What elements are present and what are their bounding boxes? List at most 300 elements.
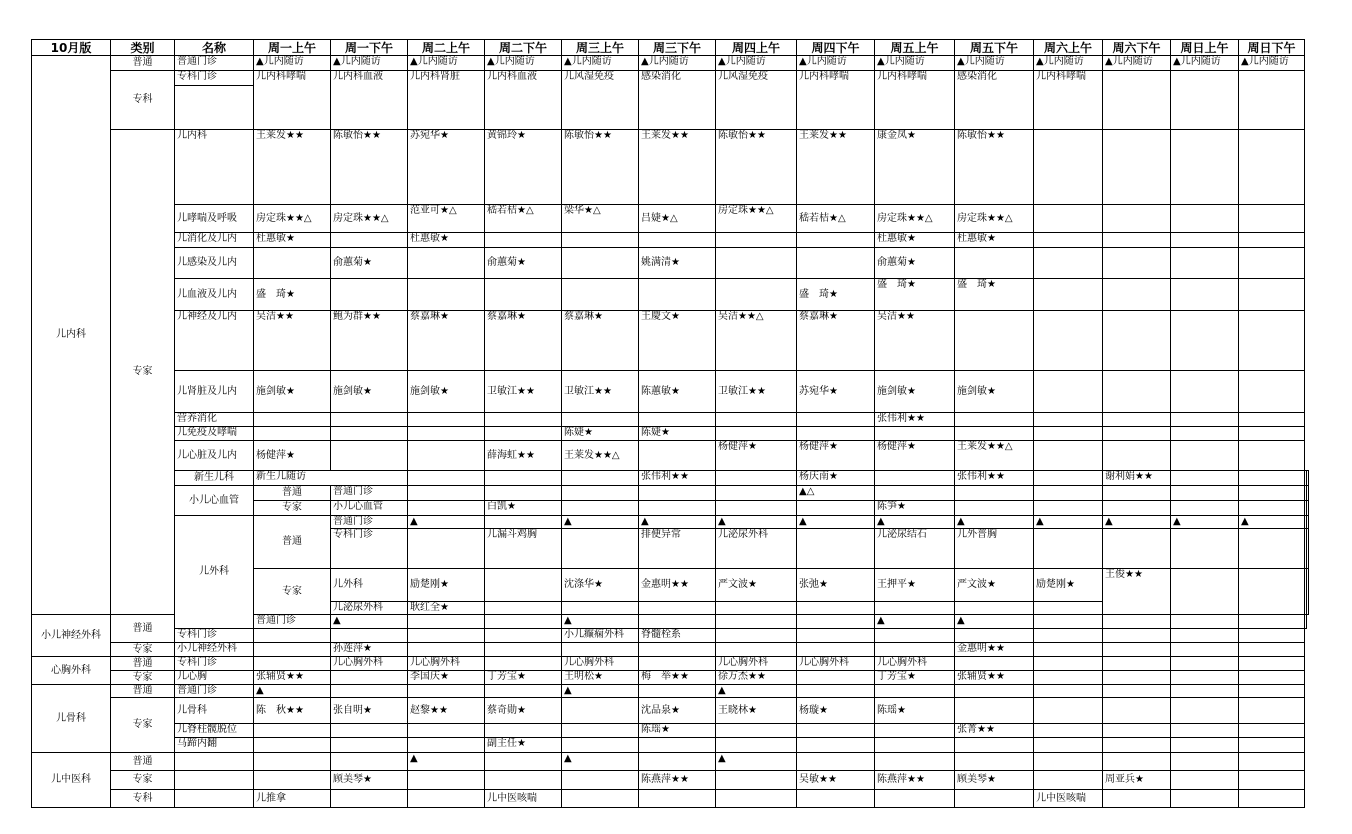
table-cell — [254, 738, 331, 753]
table-cell — [716, 413, 797, 427]
table-cell: 儿内科哮喘 — [797, 71, 875, 130]
column-header: 周二下午 — [485, 40, 562, 56]
table-cell — [331, 441, 408, 471]
table-cell — [331, 233, 408, 248]
table-body — [32, 56, 1309, 808]
table-cell — [408, 643, 485, 657]
table-cell: 卫敏江★★ — [562, 371, 639, 413]
table-cell — [955, 248, 1034, 279]
table-cell — [955, 629, 1034, 643]
table-cell — [1103, 657, 1171, 671]
table-cell: ▲ — [875, 615, 955, 629]
table-cell — [716, 248, 797, 279]
table-cell — [175, 790, 254, 808]
table-cell — [331, 629, 408, 643]
table-cell — [1239, 657, 1305, 671]
table-cell — [875, 471, 955, 486]
column-header: 周六下午 — [1103, 40, 1171, 56]
table-cell: 王俊★★ — [1103, 569, 1171, 615]
table-cell — [716, 643, 797, 657]
table-cell: 儿血液及儿内 — [175, 279, 254, 311]
table-cell — [1034, 615, 1103, 629]
table-cell: 感染消化 — [955, 71, 1034, 130]
table-cell — [562, 771, 639, 790]
table-cell — [1239, 790, 1305, 808]
table-cell: 普通 — [111, 753, 175, 771]
table-cell: 嵇若桔★△ — [485, 205, 562, 233]
table-cell: 陈敏怡★★ — [562, 130, 639, 205]
table-cell — [1034, 205, 1103, 233]
table-cell — [1034, 371, 1103, 413]
table-cell — [639, 486, 716, 501]
table-cell — [1239, 771, 1305, 790]
table-cell: 普通门诊 — [254, 615, 331, 629]
table-cell — [1171, 427, 1239, 441]
table-cell: 蔡奇勋★ — [485, 698, 562, 724]
table-cell: 房定珠★★△ — [716, 205, 797, 233]
table-cell: ▲ — [955, 615, 1034, 629]
table-cell: 严文波★ — [955, 569, 1034, 602]
table-cell: 吕婕★△ — [639, 205, 716, 233]
table-cell: 王晓林★ — [716, 698, 797, 724]
table-cell — [562, 698, 639, 724]
table-cell — [562, 233, 639, 248]
clinic-schedule-table — [31, 39, 1309, 808]
table-cell: 儿神经及儿内 — [175, 311, 254, 371]
table-cell — [331, 279, 408, 311]
table-cell: 王押平★ — [875, 569, 955, 602]
table-cell — [1171, 71, 1239, 130]
table-cell: 专科 — [111, 71, 175, 130]
table-cell — [1103, 205, 1171, 233]
table-cell — [1103, 441, 1171, 471]
table-cell: 专科 — [111, 790, 175, 808]
table-cell: 房定珠★★△ — [331, 205, 408, 233]
table-cell — [955, 427, 1034, 441]
table-cell: 陈燕萍★★ — [639, 771, 716, 790]
table-cell: 普通 — [254, 516, 331, 569]
table-cell — [1171, 790, 1239, 808]
table-cell — [639, 790, 716, 808]
table-cell — [408, 724, 485, 738]
table-cell — [485, 602, 562, 615]
table-cell: 吴敏★★ — [797, 771, 875, 790]
column-header: 周四上午 — [716, 40, 797, 56]
table-cell — [1239, 501, 1305, 516]
table-cell: 儿骨科 — [32, 685, 111, 753]
table-cell: 儿内科哮喘 — [875, 71, 955, 130]
table-cell: 励楚刚★ — [1034, 569, 1103, 602]
table-cell: 儿心胸外科 — [716, 657, 797, 671]
table-cell: 盛 琦★ — [797, 279, 875, 311]
table-cell: ▲儿内随访 — [485, 56, 562, 71]
table-cell: 盛 琦★ — [955, 279, 1034, 311]
table-cell — [1034, 643, 1103, 657]
table-cell: 吴洁★★ — [875, 311, 955, 371]
table-cell: 儿内科血液 — [485, 71, 562, 130]
table-cell: 儿消化及儿内 — [175, 233, 254, 248]
table-cell — [175, 86, 254, 130]
table-row — [32, 130, 1309, 145]
table-cell: 王莱发★★ — [797, 130, 875, 205]
table-cell — [408, 427, 485, 441]
table-cell — [1171, 698, 1239, 724]
table-cell — [408, 248, 485, 279]
table-cell — [1034, 441, 1103, 471]
table-cell — [408, 685, 485, 698]
table-cell — [716, 615, 797, 629]
table-cell — [562, 248, 639, 279]
table-cell — [1103, 71, 1171, 130]
table-cell: 普通 — [111, 657, 175, 671]
table-cell: 专科门诊 — [175, 71, 254, 86]
table-cell: ▲△ — [797, 486, 875, 501]
table-cell: 专家 — [111, 643, 175, 657]
table-cell — [639, 602, 716, 615]
table-cell: 周亚兵★ — [1103, 771, 1171, 790]
table-cell — [1034, 671, 1103, 685]
table-cell: 严文波★ — [716, 569, 797, 602]
table-cell — [875, 724, 955, 738]
table-cell — [1034, 233, 1103, 248]
table-cell: ▲儿内随访 — [1239, 56, 1305, 71]
table-row — [32, 248, 1309, 279]
table-cell — [1034, 685, 1103, 698]
table-cell — [797, 602, 875, 615]
table-cell: 俞蕙菊★ — [331, 248, 408, 279]
table-cell — [254, 643, 331, 657]
table-cell: 沈品泉★ — [639, 698, 716, 724]
table-cell: 专家 — [111, 771, 175, 790]
table-cell: 儿心胸 — [175, 671, 254, 685]
table-cell: 普通 — [254, 486, 331, 501]
table-cell — [955, 790, 1034, 808]
table-cell — [254, 657, 331, 671]
table-cell: 顾美琴★ — [331, 771, 408, 790]
table-cell: 杨璇★ — [797, 698, 875, 724]
table-cell — [485, 569, 562, 602]
table-cell — [485, 413, 562, 427]
table-cell — [408, 279, 485, 311]
table-cell: ▲儿内随访 — [562, 56, 639, 71]
table-cell: 王明松★ — [562, 671, 639, 685]
table-cell: 孙莲萍★ — [331, 643, 408, 657]
table-cell: 卫敏江★★ — [485, 371, 562, 413]
table-cell — [1171, 657, 1239, 671]
table-cell: ▲ — [716, 753, 797, 771]
table-cell — [1171, 753, 1239, 771]
table-cell: ▲ — [1103, 516, 1171, 529]
table-cell — [875, 629, 955, 643]
table-cell — [797, 753, 875, 771]
table-cell: ▲ — [1239, 516, 1305, 529]
table-cell: 儿骨科 — [175, 698, 254, 724]
table-cell — [408, 771, 485, 790]
table-cell: 俞蕙菊★ — [485, 248, 562, 279]
table-cell — [485, 629, 562, 643]
table-cell — [1034, 529, 1103, 569]
table-cell: 儿内科哮喘 — [254, 71, 331, 130]
column-header: 周日下午 — [1239, 40, 1305, 56]
table-cell — [485, 471, 562, 486]
column-header: 类别 — [111, 40, 175, 56]
table-cell — [254, 427, 331, 441]
table-cell — [485, 657, 562, 671]
table-row — [32, 279, 1309, 311]
table-cell — [408, 471, 485, 486]
table-cell — [875, 753, 955, 771]
table-cell: 普通 — [111, 685, 175, 698]
table-cell — [875, 486, 955, 501]
table-cell — [1171, 486, 1239, 501]
table-cell — [797, 790, 875, 808]
table-cell: 儿心脏及儿内 — [175, 441, 254, 471]
table-cell — [639, 753, 716, 771]
table-cell: 陈 秋★★ — [254, 698, 331, 724]
table-cell — [1034, 311, 1103, 371]
table-cell — [1171, 311, 1239, 371]
table-cell — [1171, 569, 1239, 615]
table-row — [32, 311, 1309, 371]
table-cell — [955, 685, 1034, 698]
table-cell — [1103, 311, 1171, 371]
table-cell — [1239, 529, 1305, 569]
table-cell — [875, 427, 955, 441]
table-cell — [1239, 205, 1305, 233]
table-cell: 儿内科哮喘 — [1034, 71, 1103, 130]
table-cell — [797, 248, 875, 279]
table-cell — [1034, 602, 1103, 615]
table-cell — [1307, 569, 1309, 615]
table-cell: 儿漏斗鸡胸 — [485, 529, 562, 569]
table-cell: 儿中医咳喘 — [485, 790, 562, 808]
table-cell: ▲儿内随访 — [797, 56, 875, 71]
table-cell: 杨健萍★ — [797, 441, 875, 471]
table-cell — [716, 771, 797, 790]
table-cell — [1103, 371, 1171, 413]
table-cell: 沈涤华★ — [562, 569, 639, 602]
table-cell: 儿中医科 — [32, 753, 111, 808]
table-cell — [562, 279, 639, 311]
table-cell: 儿泌尿结石 — [875, 529, 955, 569]
table-cell — [1103, 643, 1171, 657]
table-cell: 张伟利★★ — [639, 471, 716, 486]
table-cell: 王慶文★ — [639, 311, 716, 371]
table-cell: ▲ — [797, 516, 875, 529]
table-cell — [408, 615, 485, 629]
table-cell: 杨庆南★ — [797, 471, 875, 486]
table-row — [32, 516, 1309, 529]
table-cell — [1239, 724, 1305, 738]
table-cell — [562, 529, 639, 569]
table-cell — [955, 501, 1034, 516]
table-cell: 小儿心血管 — [175, 486, 254, 516]
table-cell — [331, 738, 408, 753]
table-cell — [254, 771, 331, 790]
table-cell: 张菁★★ — [955, 724, 1034, 738]
table-cell — [797, 685, 875, 698]
table-cell: 王莱发★★ — [254, 130, 331, 205]
table-cell: 小儿神经外科 — [175, 643, 254, 657]
table-cell — [1171, 233, 1239, 248]
table-cell: 王莱发★★△ — [562, 441, 639, 471]
table-cell — [1171, 643, 1239, 657]
table-cell: 专家 — [254, 569, 331, 615]
table-cell: 专科门诊 — [331, 529, 408, 569]
column-header: 周二上午 — [408, 40, 485, 56]
table-cell: ▲儿内随访 — [639, 56, 716, 71]
table-cell — [1171, 529, 1239, 569]
table-cell — [1034, 629, 1103, 643]
table-cell — [1171, 501, 1239, 516]
table-cell — [1103, 685, 1171, 698]
table-cell: ▲ — [716, 516, 797, 529]
table-cell — [254, 629, 331, 643]
table-cell: 儿肾脏及儿内 — [175, 371, 254, 413]
table-cell: 儿哮喘及呼吸 — [175, 205, 254, 233]
table-cell: 蔡嘉琳★ — [408, 311, 485, 371]
table-cell — [797, 643, 875, 657]
table-cell — [875, 685, 955, 698]
table-cell: 盛 琦★ — [254, 279, 331, 311]
table-cell: ▲ — [716, 685, 797, 698]
table-cell — [485, 279, 562, 311]
column-header: 周三下午 — [639, 40, 716, 56]
table-cell: ▲ — [408, 516, 485, 529]
table-cell — [1103, 724, 1171, 738]
table-cell — [1034, 130, 1103, 205]
table-cell: 赵黎★★ — [408, 698, 485, 724]
table-cell — [485, 233, 562, 248]
column-header: 周一下午 — [331, 40, 408, 56]
table-cell — [485, 753, 562, 771]
table-cell — [1239, 279, 1305, 311]
table-cell: 蔡嘉琳★ — [485, 311, 562, 371]
table-cell — [408, 413, 485, 427]
table-cell — [955, 753, 1034, 771]
table-cell — [639, 279, 716, 311]
table-cell — [1034, 657, 1103, 671]
table-cell — [1034, 471, 1103, 486]
table-cell: ▲ — [875, 516, 955, 529]
table-cell — [716, 501, 797, 516]
table-cell: 王莱发★★ — [639, 130, 716, 205]
table-cell: 感染消化 — [639, 71, 716, 130]
table-cell — [716, 233, 797, 248]
table-cell: 普通门诊 — [331, 516, 408, 529]
table-row — [32, 790, 1309, 808]
table-cell — [1103, 413, 1171, 427]
table-cell — [1034, 248, 1103, 279]
table-cell: 陈瑶★ — [639, 724, 716, 738]
table-cell: 张伟利★★ — [955, 471, 1034, 486]
table-cell: ▲ — [639, 516, 716, 529]
table-cell: 陈婕★ — [562, 427, 639, 441]
table-cell: 陈蕙敏★ — [639, 371, 716, 413]
table-cell — [1103, 501, 1171, 516]
table-cell: ▲儿内随访 — [1103, 56, 1171, 71]
table-cell: 陈敏怡★★ — [716, 130, 797, 205]
table-cell — [1307, 529, 1309, 569]
table-cell — [1103, 738, 1171, 753]
table-cell — [254, 753, 331, 771]
table-cell — [562, 602, 639, 615]
table-cell — [639, 615, 716, 629]
table-row — [32, 441, 1309, 471]
table-cell: ▲儿内随访 — [1171, 56, 1239, 71]
table-cell — [716, 724, 797, 738]
table-row — [32, 698, 1309, 724]
table-cell — [1171, 441, 1239, 471]
table-cell — [1239, 615, 1305, 629]
table-cell: 金惠明★★ — [955, 643, 1034, 657]
table-cell: 专科门诊 — [175, 629, 254, 643]
table-cell: ▲儿内随访 — [331, 56, 408, 71]
table-cell: 普通门诊 — [331, 486, 408, 501]
table-cell: ▲ — [562, 516, 639, 529]
table-row — [32, 671, 1309, 685]
table-cell — [254, 248, 331, 279]
table-cell: 儿心胸外科 — [331, 657, 408, 671]
table-cell: 吴洁★★△ — [716, 311, 797, 371]
table-cell: ▲ — [562, 753, 639, 771]
table-cell — [1034, 771, 1103, 790]
table-cell — [1034, 724, 1103, 738]
table-cell — [1307, 486, 1309, 501]
table-cell: ▲儿内随访 — [875, 56, 955, 71]
table-cell — [408, 738, 485, 753]
table-cell — [1103, 233, 1171, 248]
table-cell: ▲ — [955, 516, 1034, 529]
table-cell: 王莱发★★△ — [955, 441, 1034, 471]
table-cell — [331, 724, 408, 738]
table-cell — [1239, 569, 1305, 615]
table-row — [32, 724, 1309, 738]
table-cell: 杜惠敏★ — [254, 233, 331, 248]
table-cell: 副主任★ — [485, 738, 562, 753]
table-row — [32, 427, 1309, 441]
table-cell: 张辅贤★★ — [254, 671, 331, 685]
table-cell — [485, 516, 562, 529]
table-cell: 杨健萍★ — [254, 441, 331, 471]
table-cell — [955, 311, 1034, 371]
column-header: 周一上午 — [254, 40, 331, 56]
table-cell — [1103, 790, 1171, 808]
table-cell: 施剑敏★ — [875, 371, 955, 413]
column-header: 周三上午 — [562, 40, 639, 56]
table-cell — [797, 671, 875, 685]
table-cell — [485, 685, 562, 698]
table-cell: 蔡嘉琳★ — [797, 311, 875, 371]
table-cell — [1103, 629, 1171, 643]
table-cell — [797, 738, 875, 753]
table-cell: 卫敏江★★ — [716, 371, 797, 413]
table-cell: 顾美琴★ — [955, 771, 1034, 790]
table-row — [32, 685, 1309, 698]
table-cell: 儿中医咳喘 — [1034, 790, 1103, 808]
table-cell: ▲儿内随访 — [716, 56, 797, 71]
table-cell: 心胸外科 — [32, 657, 111, 685]
table-cell: 杜惠敏★ — [875, 233, 955, 248]
table-cell: 儿心胸外科 — [562, 657, 639, 671]
table-cell — [1034, 427, 1103, 441]
table-row — [32, 643, 1309, 657]
table-cell — [875, 790, 955, 808]
table-cell — [408, 486, 485, 501]
table-cell: ▲ — [1034, 516, 1103, 529]
table-cell — [955, 413, 1034, 427]
column-header: 周四下午 — [797, 40, 875, 56]
